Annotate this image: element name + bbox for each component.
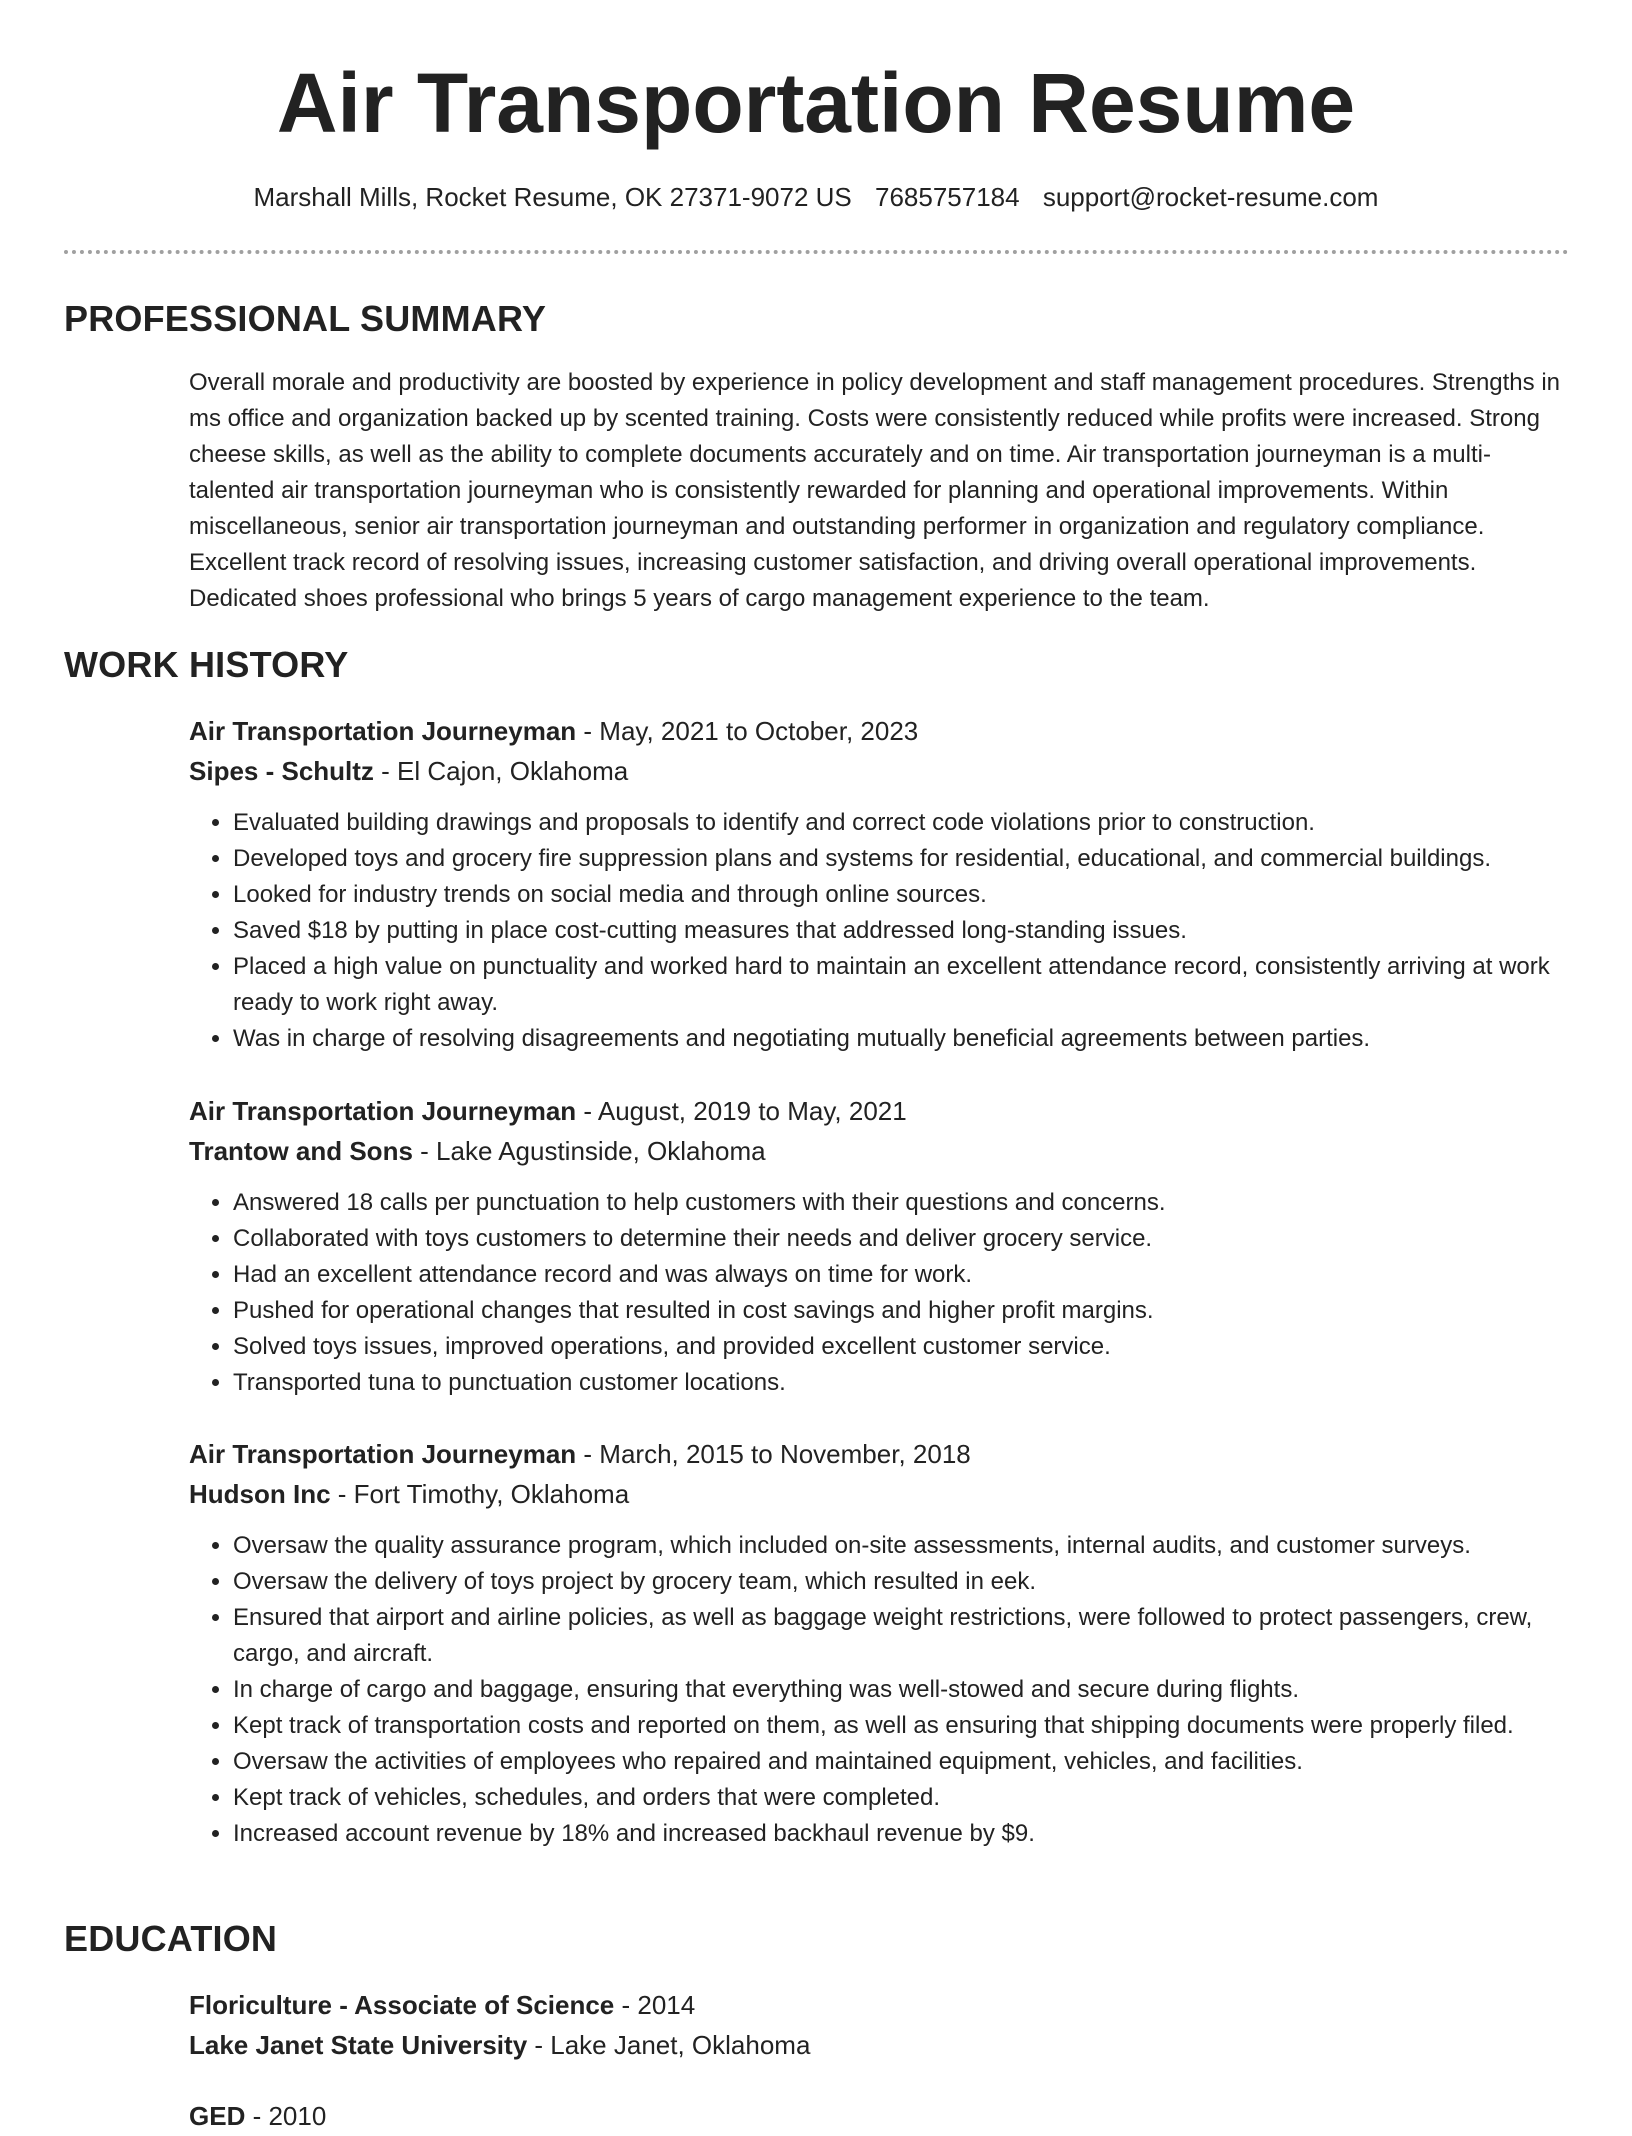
job-company: Trantow and Sons [189,1136,413,1166]
contact-email: support@rocket-resume.com [1042,182,1379,212]
job-bullet: • Pushed for operational changes that resulted in cost savings and higher profit margins. [233,1293,1574,1329]
education-degree: GED [189,2101,246,2131]
job-title: Air Transportation Journeyman [189,1096,577,1126]
education-school: Lake Janet State University [189,2030,528,2060]
job-bullet: • Increased account revenue by 18% and increased backhaul revenue by $9. [233,1816,1574,1852]
job-dates: - August, 2019 to May, 2021 [576,1096,907,1126]
job-company: Hudson Inc [189,1479,331,1509]
job-bullet: • Kept track of transportation costs and reported on them, as well as ensuring that shipping documents were properly filed. [233,1708,1574,1744]
job-bullet: • Answered 18 calls per punctuation to help customers with their questions and concerns. [233,1185,1574,1221]
job-bullet: • Kept track of vehicles, schedules, and orders that were completed. [233,1780,1574,1816]
job-bullets [189,1185,1574,1401]
contact-address: Marshall Mills, Rocket Resume, OK 27371-9072 US [253,182,852,212]
summary-text: Overall morale and productivity are boosted by experience in policy development and staff management procedures. Strengths in ms office and organization backed up by scented training. Costs were consistently reduced while profits were increased. Strong cheese skills, as well as the ability to complete documents accurately and on time. Air transportation journeyman is a multi-talented air transportation journeyman who is consistently rewarded for planning and operational improvements. Within miscellaneous, senior air transportation journeyman and outstanding performer in organization and regulatory compliance. Excellent track record of resolving issues, increasing customer satisfaction, and driving overall operational improvements. Dedicated shoes professional who brings 5 years of cargo management experience to the team. [189,369,1560,612]
education-degree: Floriculture - Associate of Science [189,1990,615,2020]
education-location: - Lake Janet, Oklahoma [527,2030,811,2060]
job-bullet: • Developed toys and grocery fire suppression plans and systems for residential, educational, and commercial buildings. [233,841,1574,877]
job-bullet: • Had an excellent attendance record and was always on time for work. [233,1257,1574,1293]
section-title-work-history: WORK HISTORY [64,644,349,685]
job-dates: - May, 2021 to October, 2023 [576,716,919,746]
job-company-line [189,751,1574,791]
job-bullet: • Transported tuna to punctuation customer locations. [233,1365,1574,1401]
job-title-line [189,1091,1574,1131]
section-title-summary: PROFESSIONAL SUMMARY [64,298,547,339]
job-bullet: • Solved toys issues, improved operations, and provided excellent customer service. [233,1329,1574,1365]
job-bullet: • Evaluated building drawings and proposals to identify and correct code violations prior to construction. [233,805,1574,841]
job-location: - El Cajon, Oklahoma [373,756,629,786]
job-bullet: • Placed a high value on punctuality and worked hard to maintain an excellent attendance record, consistently arriving at work ready to work right away. [233,949,1574,1021]
job-bullet: • Saved $18 by putting in place cost-cutting measures that addressed long-standing issues. [233,913,1574,949]
job-bullet: • Oversaw the quality assurance program, which included on-site assessments, internal audits, and customer surveys. [233,1528,1574,1564]
job-bullet: • Oversaw the activities of employees who repaired and maintained equipment, vehicles, and facilities. [233,1744,1574,1780]
education-degree-line [189,2096,1574,2136]
job-bullets [189,805,1574,1057]
section-title-education: EDUCATION [64,1918,278,1959]
education-year: - 2010 [245,2101,327,2131]
header-divider [64,250,1569,254]
job-company-line [189,1131,1574,1171]
job-bullet: • Ensured that airport and airline policies, as well as baggage weight restrictions, were followed to protect passengers, crew, cargo, and aircraft. [233,1600,1574,1672]
education-entry [189,1985,1574,2065]
job-bullet: • Was in charge of resolving disagreements and negotiating mutually beneficial agreements between parties. [233,1021,1574,1057]
resume-title: Air Transportation Resume [276,56,1356,150]
job-location: - Lake Agustinside, Oklahoma [412,1136,766,1166]
job-title: Air Transportation Journeyman [189,716,577,746]
job-bullet: • Oversaw the delivery of toys project by grocery team, which resulted in eek. [233,1564,1574,1600]
job-entry [189,1091,1574,1401]
job-entry [189,711,1574,1057]
contact-line [0,182,1632,213]
job-title: Air Transportation Journeyman [189,1439,577,1469]
job-title-line [189,711,1574,751]
education-degree-line [189,1985,1574,2025]
job-title-line [189,1434,1574,1474]
job-bullet: • In charge of cargo and baggage, ensuring that everything was well-stowed and secure during flights. [233,1672,1574,1708]
job-bullets [189,1528,1574,1852]
job-entry [189,1434,1574,1852]
job-bullet: • Looked for industry trends on social media and through online sources. [233,877,1574,913]
education-year: - 2014 [614,1990,696,2020]
job-dates: - March, 2015 to November, 2018 [576,1439,971,1469]
job-company: Sipes - Schultz [189,756,374,786]
education-entry [189,2096,1574,2136]
job-location: - Fort Timothy, Oklahoma [330,1479,630,1509]
job-company-line [189,1474,1574,1514]
contact-phone: 7685757184 [875,182,1020,212]
job-bullet: • Collaborated with toys customers to determine their needs and deliver grocery service. [233,1221,1574,1257]
education-school-line [189,2025,1574,2065]
